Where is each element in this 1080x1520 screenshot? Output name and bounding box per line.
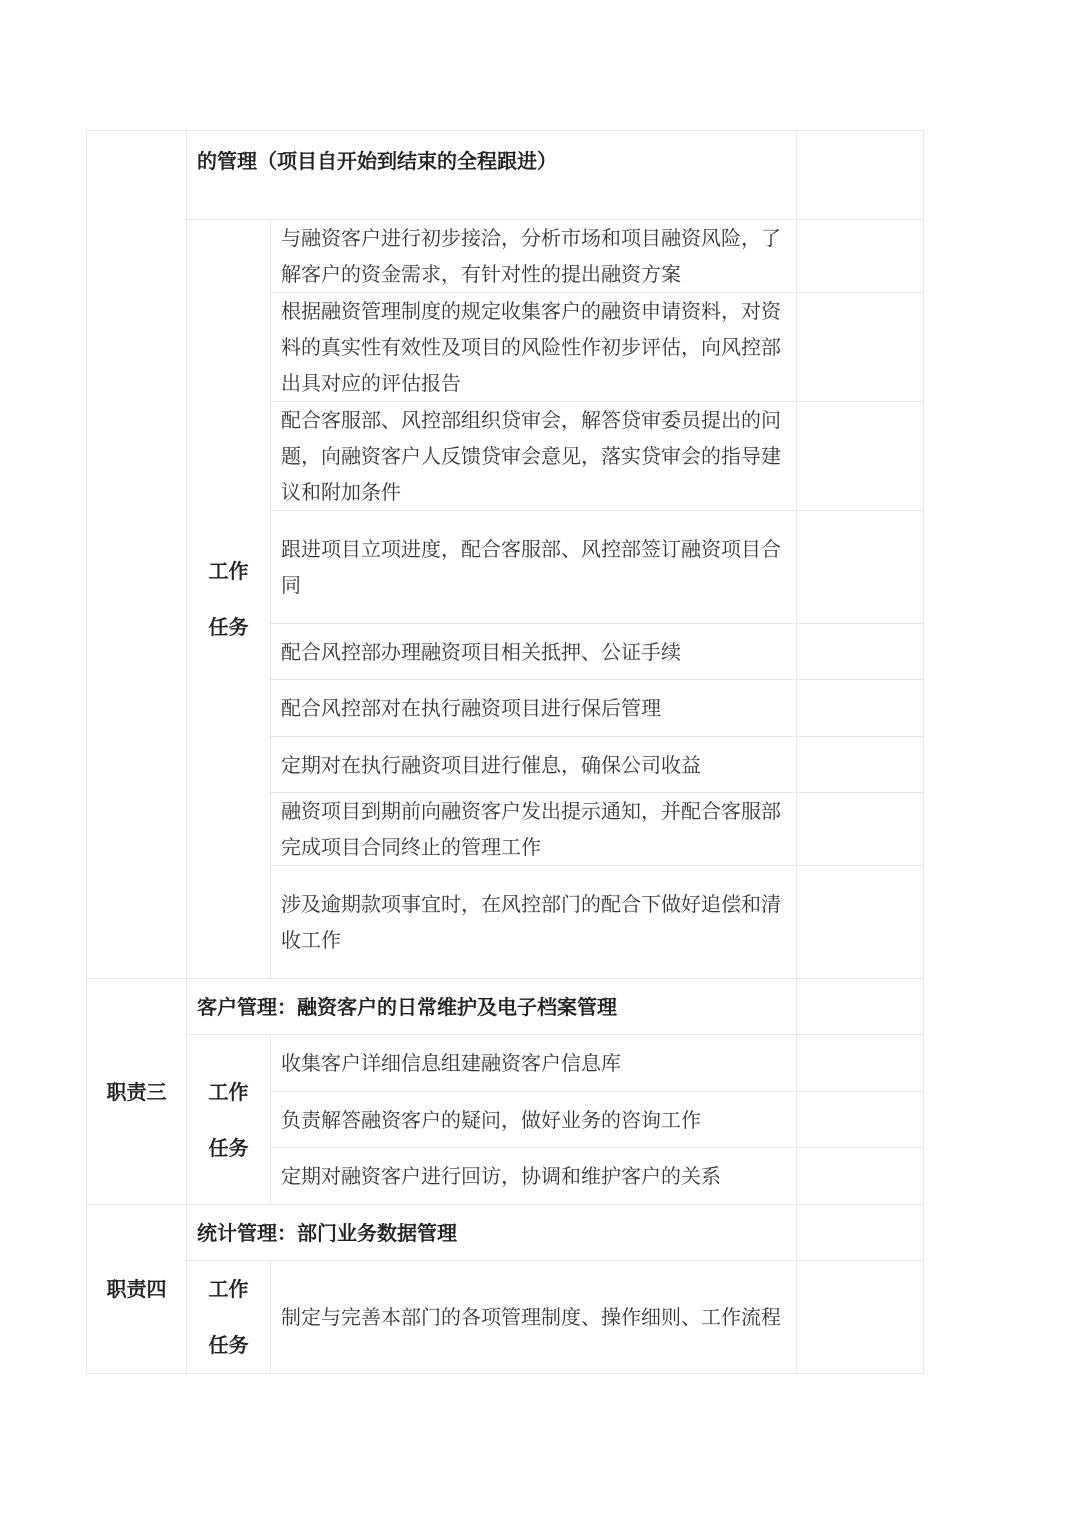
empty-cell: [797, 1148, 924, 1205]
duty-label: 职责四: [87, 1205, 187, 1374]
task-text: 定期对在执行融资项目进行催息，确保公司收益: [271, 737, 797, 793]
task-text: 配合客服部、风控部组织贷审会，解答贷审委员提出的问题，向融资客户人反馈贷审会意见，落实贷审会的指导建议和附加条件: [271, 402, 797, 511]
task-label-cell: [187, 220, 271, 979]
task-row: [87, 220, 924, 293]
section-heading-row: [87, 1205, 924, 1261]
task-label-cell: [187, 1035, 271, 1205]
section-heading: 统计管理：部门业务数据管理: [187, 1205, 797, 1261]
empty-cell: [797, 220, 924, 293]
task-text: 根据融资管理制度的规定收集客户的融资申请资料，对资料的真实性有效性及项目的风险性作初步评估，向风控部出具对应的评估报告: [271, 293, 797, 402]
empty-cell: [797, 1035, 924, 1092]
task-label-line2: 任务: [208, 615, 249, 639]
duty-cell-continued: [87, 131, 187, 979]
task-text: 制定与完善本部门的各项管理制度、操作细则、工作流程: [271, 1261, 797, 1374]
task-text: 配合风控部对在执行融资项目进行保后管理: [271, 680, 797, 737]
task-label-line2: 任务: [208, 1333, 249, 1357]
task-label-line1: 工作: [208, 559, 249, 583]
empty-cell: [797, 737, 924, 793]
section-heading-row: [87, 979, 924, 1035]
task-text: 跟进项目立项进度，配合客服部、风控部签订融资项目合同: [271, 511, 797, 624]
empty-cell: [797, 624, 924, 680]
empty-cell: [797, 293, 924, 402]
task-text: 配合风控部办理融资项目相关抵押、公证手续: [271, 624, 797, 680]
section-heading-row: [87, 131, 924, 220]
empty-cell: [797, 793, 924, 866]
task-text: 融资项目到期前向融资客户发出提示通知，并配合客服部完成项目合同终止的管理工作: [271, 793, 797, 866]
empty-cell: [797, 402, 924, 511]
task-row: [87, 1035, 924, 1092]
empty-cell: [797, 979, 924, 1035]
section-heading: 客户管理：融资客户的日常维护及电子档案管理: [187, 979, 797, 1035]
empty-cell: [797, 511, 924, 624]
empty-cell: [797, 1261, 924, 1374]
empty-cell: [797, 866, 924, 979]
task-label-line2: 任务: [208, 1135, 249, 1160]
task-text: 与融资客户进行初步接洽，分析市场和项目融资风险，了解客户的资金需求，有针对性的提出融资方案: [271, 220, 797, 293]
task-label-line1: 工作: [208, 1277, 249, 1301]
task-text: 定期对融资客户进行回访，协调和维护客户的关系: [271, 1148, 797, 1205]
task-text: 负责解答融资客户的疑问，做好业务的咨询工作: [271, 1092, 797, 1148]
task-text: 涉及逾期款项事宜时，在风控部门的配合下做好追偿和清收工作: [271, 866, 797, 979]
empty-cell: [797, 1205, 924, 1261]
task-label-line1: 工作: [208, 1079, 249, 1104]
task-text: 收集客户详细信息组建融资客户信息库: [271, 1035, 797, 1092]
empty-cell: [797, 680, 924, 737]
empty-cell: [797, 131, 924, 220]
empty-cell: [797, 1092, 924, 1148]
section-heading: 的管理（项目自开始到结束的全程跟进）: [187, 131, 797, 220]
task-label-cell: [187, 1261, 271, 1374]
task-row: [87, 1261, 924, 1374]
responsibility-table: [86, 130, 924, 1374]
duty-label: 职责三: [87, 979, 187, 1205]
